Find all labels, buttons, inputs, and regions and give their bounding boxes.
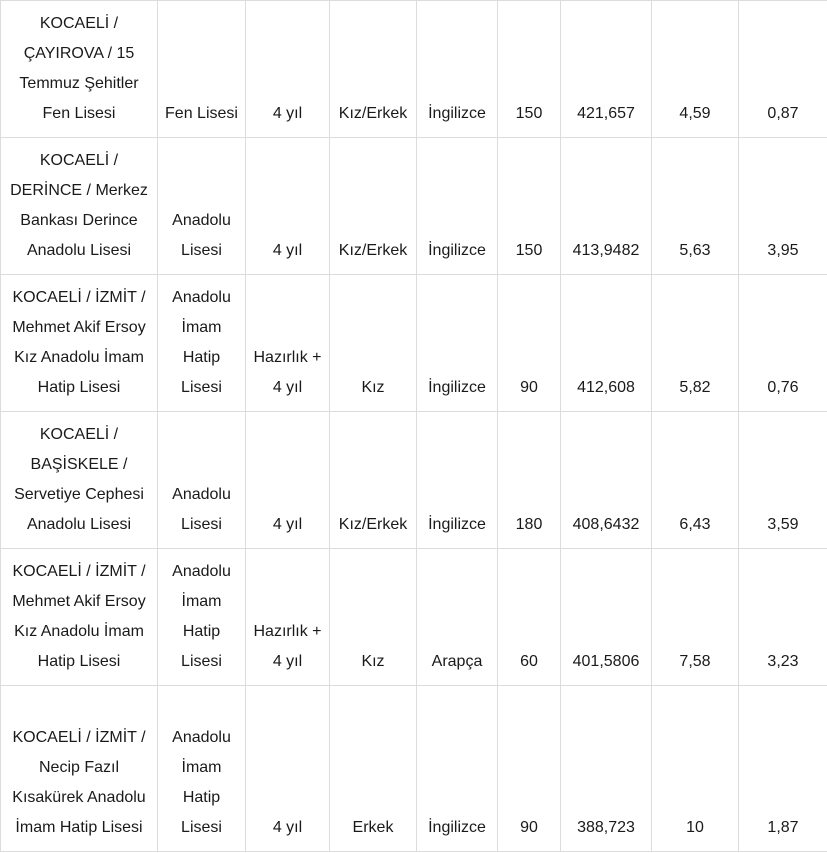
language-cell — [417, 412, 498, 549]
school-type-cell — [158, 275, 246, 412]
percentile: 10 — [686, 819, 704, 836]
language: İngilizce — [428, 105, 486, 122]
ratio: 3,95 — [767, 242, 799, 259]
ratio-cell — [739, 549, 827, 686]
school-name: KOCAELİ / ÇAYIROVA / 15 Temmuz Şehitler Fen Lisesi — [19, 15, 139, 122]
duration: Hazırlık + 4 yıl — [253, 349, 322, 396]
gender: Kız — [361, 379, 385, 396]
gender-cell — [330, 549, 417, 686]
duration: 4 yıl — [272, 516, 303, 533]
ratio-cell — [739, 275, 827, 412]
school-name-cell — [1, 275, 158, 412]
quota-cell — [498, 138, 561, 275]
ratio: 0,76 — [767, 379, 799, 396]
school-type: Anadolu İmam Hatip Lisesi — [172, 729, 231, 836]
school-name: KOCAELİ / İZMİT / Mehmet Akif Ersoy Kız Anadolu İmam Hatip Lisesi — [12, 289, 146, 396]
school-type-cell — [158, 549, 246, 686]
quota-cell — [498, 412, 561, 549]
school-name-cell — [1, 1, 158, 138]
quota-cell — [498, 1, 561, 138]
school-type-cell — [158, 412, 246, 549]
school-name: KOCAELİ / DERİNCE / Merkez Bankası Derince Anadolu Lisesi — [10, 152, 148, 259]
score-cell — [561, 686, 652, 852]
percentile: 4,59 — [679, 105, 711, 122]
gender: Erkek — [352, 819, 394, 836]
duration: 4 yıl — [272, 105, 303, 122]
school-type: Anadolu Lisesi — [172, 212, 231, 259]
percentile-cell — [652, 549, 739, 686]
percentile: 6,43 — [679, 516, 711, 533]
ratio-cell — [739, 686, 827, 852]
score-cell — [561, 275, 652, 412]
school-type-cell — [158, 138, 246, 275]
percentile: 5,82 — [679, 379, 711, 396]
language: İngilizce — [428, 379, 486, 396]
score-cell — [561, 138, 652, 275]
school-name-cell — [1, 549, 158, 686]
quota: 90 — [520, 819, 538, 836]
quota-cell — [498, 549, 561, 686]
percentile-cell — [652, 412, 739, 549]
percentile: 5,63 — [679, 242, 711, 259]
gender-cell — [330, 1, 417, 138]
percentile-cell — [652, 1, 739, 138]
table-row — [1, 686, 827, 852]
table-row — [1, 412, 827, 549]
table-row — [1, 549, 827, 686]
language-cell — [417, 138, 498, 275]
duration-cell — [246, 275, 330, 412]
language: İngilizce — [428, 516, 486, 533]
score-cell — [561, 549, 652, 686]
duration: Hazırlık + 4 yıl — [253, 623, 322, 670]
duration-cell — [246, 1, 330, 138]
language-cell — [417, 1, 498, 138]
language: İngilizce — [428, 242, 486, 259]
school-name-cell — [1, 686, 158, 852]
school-type: Anadolu İmam Hatip Lisesi — [172, 563, 231, 670]
duration-cell — [246, 686, 330, 852]
score: 421,657 — [577, 105, 635, 122]
duration-cell — [246, 138, 330, 275]
gender-cell — [330, 138, 417, 275]
school-name: KOCAELİ / İZMİT / Necip Fazıl Kısakürek Anadolu İmam Hatip Lisesi — [12, 729, 146, 836]
percentile-cell — [652, 275, 739, 412]
ratio-cell — [739, 1, 827, 138]
school-type: Fen Lisesi — [165, 105, 238, 122]
school-type: Anadolu Lisesi — [172, 486, 231, 533]
duration: 4 yıl — [272, 819, 303, 836]
table-row — [1, 275, 827, 412]
quota: 60 — [520, 653, 538, 670]
gender: Kız/Erkek — [338, 105, 408, 122]
school-type-cell — [158, 686, 246, 852]
quota: 180 — [515, 516, 543, 533]
score: 412,608 — [577, 379, 635, 396]
quota-cell — [498, 686, 561, 852]
school-name: KOCAELİ / BAŞİSKELE / Servetiye Cephesi Anadolu Lisesi — [14, 426, 144, 533]
quota-cell — [498, 275, 561, 412]
school-type-cell — [158, 1, 246, 138]
quota: 90 — [520, 379, 538, 396]
ratio-cell — [739, 138, 827, 275]
score-cell — [561, 1, 652, 138]
gender: Kız — [361, 653, 385, 670]
school-name-cell — [1, 412, 158, 549]
ratio: 0,87 — [767, 105, 799, 122]
table-row — [1, 138, 827, 275]
table-row — [1, 1, 827, 138]
school-type: Anadolu İmam Hatip Lisesi — [172, 289, 231, 396]
duration-cell — [246, 549, 330, 686]
percentile: 7,58 — [679, 653, 711, 670]
ratio: 3,59 — [767, 516, 799, 533]
language: Arapça — [431, 653, 483, 670]
quota: 150 — [515, 242, 543, 259]
percentile-cell — [652, 138, 739, 275]
gender: Kız/Erkek — [338, 242, 408, 259]
duration: 4 yıl — [272, 242, 303, 259]
gender-cell — [330, 412, 417, 549]
ratio-cell — [739, 412, 827, 549]
language-cell — [417, 549, 498, 686]
score-cell — [561, 412, 652, 549]
score: 401,5806 — [572, 653, 640, 670]
language-cell — [417, 686, 498, 852]
score: 408,6432 — [572, 516, 640, 533]
gender-cell — [330, 275, 417, 412]
language: İngilizce — [428, 819, 486, 836]
school-name: KOCAELİ / İZMİT / Mehmet Akif Ersoy Kız Anadolu İmam Hatip Lisesi — [12, 563, 146, 670]
percentile-cell — [652, 686, 739, 852]
school-name-cell — [1, 138, 158, 275]
score: 388,723 — [577, 819, 635, 836]
duration-cell — [246, 412, 330, 549]
gender: Kız/Erkek — [338, 516, 408, 533]
score: 413,9482 — [572, 242, 640, 259]
ratio: 1,87 — [767, 819, 799, 836]
language-cell — [417, 275, 498, 412]
ratio: 3,23 — [767, 653, 799, 670]
gender-cell — [330, 686, 417, 852]
quota: 150 — [515, 105, 543, 122]
